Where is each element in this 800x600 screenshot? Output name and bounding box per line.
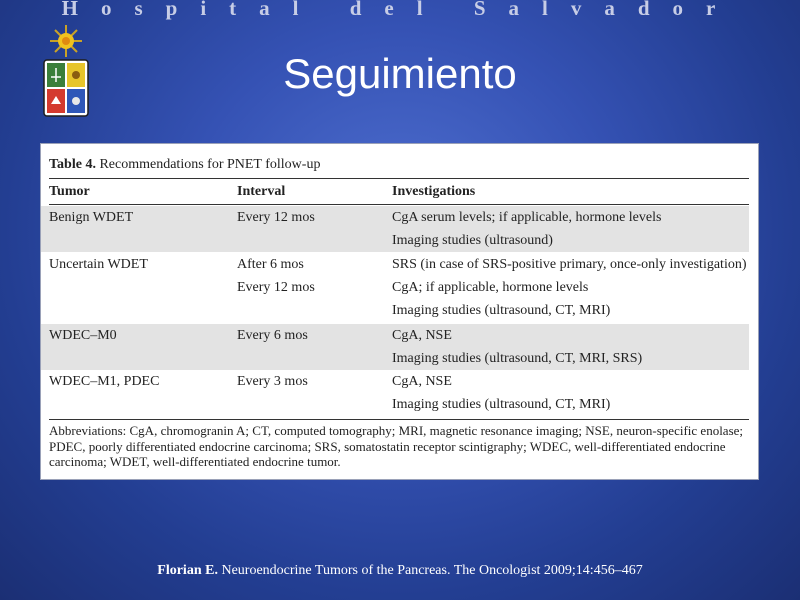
row-interval: Every 12 mos (237, 280, 315, 295)
row-tumor: Benign WDET (49, 210, 134, 225)
abbreviations-note: Abbreviations: CgA, chromogranin A; CT, computed tomography; MRI, magnetic resonance imaging; NSE, neuron-specific enolase; PDEC, poorly differentiated endocrine carcinoma; SRS, somatostatin receptor scintigraphy; WDEC, well-differentiated endocrine carcinoma; WDET, well-differentiated endocrine tumor. (49, 423, 744, 469)
row-investigation: SRS (in case of SRS-positive primary, once-only investigation) (392, 257, 747, 272)
table-caption-label: Table 4. (49, 157, 96, 172)
row-investigation: CgA serum levels; if applicable, hormone levels (392, 210, 662, 225)
recommendations-table (40, 143, 759, 480)
row-interval: After 6 mos (237, 257, 304, 272)
row-investigation: CgA, NSE (392, 328, 452, 343)
row-investigation: CgA, NSE (392, 374, 452, 389)
row-interval: Every 3 mos (237, 374, 308, 389)
citation-text: Neuroendocrine Tumors of the Pancreas. The Oncologist 2009;14:456–467 (221, 563, 643, 578)
row-investigation: Imaging studies (ultrasound) (392, 233, 553, 248)
header-interval: Interval (237, 184, 286, 199)
row-interval: Every 6 mos (237, 328, 308, 343)
row-investigation: Imaging studies (ultrasound, CT, MRI, SRS) (392, 351, 643, 366)
row-investigation: CgA; if applicable, hormone levels (392, 280, 589, 295)
row-investigation: Imaging studies (ultrasound, CT, MRI) (392, 397, 611, 412)
row-investigation: Imaging studies (ultrasound, CT, MRI) (392, 303, 611, 318)
table-row (41, 252, 749, 324)
table-top-rule (49, 178, 749, 179)
table-row (41, 370, 749, 418)
citation-author: Florian E. (157, 563, 218, 578)
slide-title: Seguimiento (283, 50, 517, 97)
header-rule (49, 204, 749, 205)
table-row (41, 324, 749, 370)
row-tumor: WDEC–M1, PDEC (49, 374, 160, 389)
table-bottom-rule (49, 419, 749, 420)
row-tumor: WDEC–M0 (49, 328, 117, 343)
row-interval: Every 12 mos (237, 210, 315, 225)
hospital-banner: Hospital del Salvador (61, 0, 739, 20)
table-caption (49, 157, 320, 173)
citation (0, 563, 800, 579)
header-investigations: Investigations (392, 184, 476, 199)
header-tumor: Tumor (49, 184, 90, 199)
table-row (41, 206, 749, 252)
row-tumor: Uncertain WDET (49, 257, 148, 272)
table-caption-text: Recommendations for PNET follow-up (99, 157, 321, 172)
